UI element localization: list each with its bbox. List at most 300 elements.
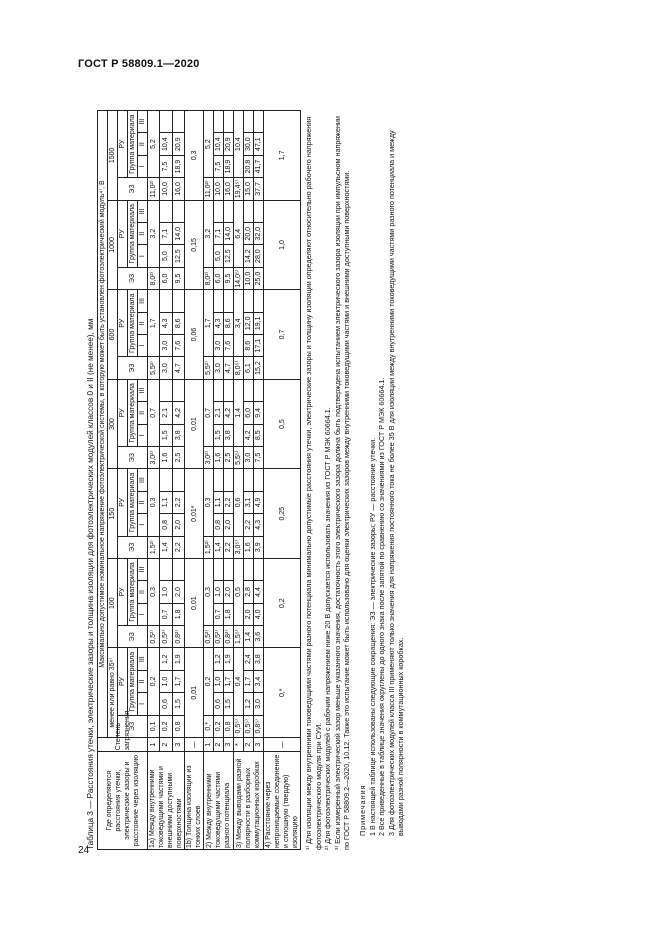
group-num-header: III — [138, 290, 148, 312]
table-cell: 3,6 — [254, 626, 264, 648]
table-cell: 0,2 — [148, 648, 160, 715]
table-cell: 8,0²⁾ — [204, 267, 214, 289]
table-cell: 1,7 — [204, 290, 214, 357]
table-cell: 1,7 — [244, 670, 254, 692]
ru-header: РУ — [118, 379, 128, 446]
row-label: 2) Между внутренними токоведущими частями разного потенциала — [204, 752, 234, 850]
table-cell: 4,7 — [172, 357, 184, 379]
table-cell: 9,5 — [224, 267, 234, 289]
table-cell — [244, 111, 254, 133]
table-cell: 0,8 — [214, 514, 224, 536]
table-notes — [304, 110, 406, 850]
table-cell: 8,0²⁾ — [148, 267, 160, 289]
table-cell: 10,4 — [160, 133, 172, 155]
table-cell — [214, 379, 224, 401]
group-num-header: III — [138, 558, 148, 580]
ez-header: ЭЗ — [118, 267, 148, 289]
table-cell: 1,5²⁾ — [148, 536, 160, 558]
table-cell: 1,0 — [214, 670, 224, 692]
row-label: 3) Между выводами разной полярности в разборных коммутационных коробках — [234, 752, 264, 850]
table-cell: 5,5²⁾ — [204, 357, 214, 379]
ru-header: РУ — [118, 648, 128, 715]
table-cell: 1,4 — [160, 536, 172, 558]
table-row — [172, 111, 184, 850]
group-num-header: I — [138, 603, 148, 625]
table-cell: 1,9 — [224, 648, 234, 670]
table-cell: 0,6 — [234, 469, 244, 536]
table-cell: 10,0 — [244, 267, 254, 289]
grade-cell: 3 — [254, 738, 264, 752]
group-num-header: III — [138, 200, 148, 222]
table-cell: 1,0 — [214, 581, 224, 603]
table-cell: 3,0⁵⁾ — [234, 536, 244, 558]
table-cell: 1,9 — [172, 648, 184, 670]
group-num-header: II — [138, 223, 148, 245]
table-cell: 3,0 — [214, 335, 224, 357]
table-cell: 0,5²⁾ — [214, 626, 224, 648]
table-cell: 4,2 — [172, 402, 184, 424]
table-cell: 0,8⁵⁾ — [254, 715, 264, 737]
voltage-col-header: менее или равно 35⁶⁾ — [108, 648, 118, 738]
footnote-2: ²⁾ Для фотоэлектрических модулей с рабочим напряжением ниже 20 В допускается использовать значения из ГОСТ Р МЭК 60664.1. — [323, 407, 333, 850]
table-cell: 10,4 — [234, 111, 244, 178]
ru-header: РУ — [118, 290, 128, 357]
table-cell: 7,5 — [214, 155, 224, 177]
table-cell: 2,5 — [172, 446, 184, 468]
table-cell: 19,1 — [254, 312, 264, 334]
table-cell: 5,5⁵⁾ — [234, 446, 244, 468]
table-cell: 1,0 — [160, 670, 172, 692]
table-cell: 3,8 — [172, 424, 184, 446]
table-cell: 1,0 — [160, 581, 172, 603]
table-cell: 6,0 — [160, 267, 172, 289]
group-num-header: II — [138, 312, 148, 334]
table-cell: 4,3 — [254, 514, 264, 536]
table-cell: 8,6 — [172, 312, 184, 334]
table-cell: 20,8 — [244, 155, 254, 177]
table-cell: 0,5⁵⁾ — [234, 715, 244, 737]
table-cell: 5,2 — [204, 111, 214, 178]
table-cell — [244, 200, 254, 222]
row-label: 1b) Толщина изоляции из тонких слоев — [185, 752, 204, 850]
table-cell: 1,4 — [234, 379, 244, 446]
table-cell: 10,0 — [160, 178, 172, 200]
ru-header: РУ — [118, 111, 128, 178]
table-cell: 0,5 — [264, 379, 301, 469]
group-num-header: II — [138, 670, 148, 692]
voltage-col-header: 1500 — [108, 111, 118, 201]
grade-cell: 2 — [160, 738, 172, 752]
table-cell: 2,2 — [172, 491, 184, 513]
table-cell: 0,7 — [160, 603, 172, 625]
table-cell: 2,2 — [244, 514, 254, 536]
table-cell: 1,7 — [172, 670, 184, 692]
table-cell — [254, 111, 264, 133]
table-cell: 5,0 — [160, 245, 172, 267]
voltage-col-header: 600 — [108, 290, 118, 380]
group-num-header: II — [138, 581, 148, 603]
table-cell: 0,7 — [148, 379, 160, 446]
group-num-header: I — [138, 514, 148, 536]
clearance-table — [97, 110, 301, 850]
table-cell: 4,2 — [224, 402, 234, 424]
footnote-1: ¹⁾ Для изоляции между внутренними токоведущими частями разного потенциала минимально допустимые расстояния утечки, электрические зазоры и толщину изоляции определяют относительно рабочего напряжения фотоэлектрического модуля при СУИ. — [304, 116, 323, 850]
table-cell: 7,5 — [254, 446, 264, 468]
table-cell: 11,0²⁾ — [148, 178, 160, 200]
grade-cell: — — [185, 738, 204, 752]
group-num-header: III — [138, 469, 148, 491]
table-cell: 1,5 — [172, 693, 184, 715]
footnote-3: ³⁾ Если измеренный электрический зазор меньше указанного значения, достаточность этого электрического зазора должна быть подтверждена испытанием электрического зазора изоляции при импульсном напряжении по ГОСТ Р 58809.2—2020, 10.12. Также это испытание может быть использовано для оценки электрических зазоров между внутренними токоведущими частями и внешними доступными поверхностями. — [332, 116, 352, 850]
table-cell: 11,0²⁾ — [204, 178, 214, 200]
table-cell: 7,6 — [224, 335, 234, 357]
table-cell: 3,4 — [234, 290, 244, 357]
grade-cell: 1 — [148, 738, 160, 752]
group-header: Группа материала — [128, 558, 138, 625]
table-cell: 0,3 — [148, 558, 160, 625]
table-cell: 6,0 — [214, 267, 224, 289]
table-cell: 12,0 — [244, 312, 254, 334]
table-cell: 1,5 — [214, 424, 224, 446]
table-cell: 0,6 — [214, 693, 224, 715]
table-cell: 17,1 — [254, 335, 264, 357]
table-cell: 1,4 — [214, 536, 224, 558]
grade-cell: 3 — [224, 738, 234, 752]
table-cell: 1,8 — [172, 603, 184, 625]
group-num-header: I — [138, 155, 148, 177]
table-cell: 1,5 — [160, 424, 172, 446]
table-cell: 0,3 — [148, 469, 160, 536]
table-cell — [224, 379, 234, 401]
table-cell: 2,5 — [224, 446, 234, 468]
table-cell: 0,6 — [160, 693, 172, 715]
table-cell — [244, 469, 254, 491]
group-num-header: II — [138, 133, 148, 155]
note-2: 2 Все приведенные в таблице значения округлены до одного знака после запятой по сравнению со значениями из ГОСТ Р МЭК 60664.1. — [377, 377, 387, 836]
table-cell: 1,6 — [160, 446, 172, 468]
table-cell — [254, 469, 264, 491]
table-cell: 1,4 — [244, 626, 254, 648]
table-cell: 3,0 — [254, 693, 264, 715]
table-cell: 3,9 — [254, 536, 264, 558]
table-cell: 3,1 — [244, 491, 254, 513]
table-cell: 0,3 — [185, 111, 204, 201]
table-cell: 3,4 — [254, 670, 264, 692]
table-cell: 1,7 — [224, 670, 234, 692]
table-cell — [214, 469, 224, 491]
table-cell: 9,5 — [172, 267, 184, 289]
table-cell: 20,9 — [224, 133, 234, 155]
ru-header: РУ — [118, 200, 128, 267]
ez-header: ЭЗ — [118, 536, 148, 558]
note-1: 1 В настоящей таблице использованы следующие сокращения: ЭЗ — электрические зазоры; РУ — расстояние утечки. — [367, 437, 377, 836]
table-cell: 32,0 — [254, 223, 264, 245]
table-cell: 37,7 — [254, 178, 264, 200]
table-row — [204, 111, 214, 850]
table-cell — [172, 469, 184, 491]
group-header: Группа материала — [128, 648, 138, 715]
group-header: Группа материала — [128, 111, 138, 178]
table-cell: 0,3 — [204, 558, 214, 625]
table-cell — [160, 558, 172, 580]
table-cell: 0,7 — [264, 290, 301, 380]
table-cell: 30,0 — [244, 133, 254, 155]
voltage-col-header: 100 — [108, 558, 118, 648]
table-cell: 8,6 — [224, 312, 234, 334]
table-cell — [254, 200, 264, 222]
table-cell: 2,0 — [224, 514, 234, 536]
table-cell — [172, 200, 184, 222]
group-num-header: II — [138, 491, 148, 513]
table-cell — [224, 200, 234, 222]
table-cell: 1,7 — [264, 111, 301, 201]
table-cell: 0,* — [264, 648, 301, 738]
table-cell: 1,2 — [214, 648, 224, 670]
table-cell: 0,2 — [160, 715, 172, 737]
table-cell: 4,3 — [214, 312, 224, 334]
group-num-header: I — [138, 424, 148, 446]
group-header: Группа материала — [128, 379, 138, 446]
ez-header: ЭЗ — [118, 178, 148, 200]
table-cell: 28,0 — [254, 245, 264, 267]
table-cell: 4,7 — [224, 357, 234, 379]
table-cell: 0,2 — [204, 648, 214, 715]
table-cell: 2,0 — [172, 581, 184, 603]
group-header: Группа материала — [128, 290, 138, 357]
table-cell — [224, 469, 234, 491]
table-cell — [244, 379, 254, 401]
row-label: 4) Расстояние через непроницаемые соединение и сплошную (твердую) изоляцию — [264, 752, 301, 850]
table-cell: 0,01 — [185, 558, 204, 648]
corner-header: Где определяются расстояния утечки, электрические зазоры и расстояние через изоляцию — [98, 752, 148, 850]
table-cell: 3,0 — [244, 446, 254, 468]
voltage-col-header: 150 — [108, 469, 118, 559]
grade-cell: 2 — [244, 738, 254, 752]
table-cell: 0,15 — [185, 200, 204, 290]
table-row — [234, 111, 244, 850]
table-cell — [224, 290, 234, 312]
table-cell: 14,0 — [172, 223, 184, 245]
table-cell: 10,4 — [214, 133, 224, 155]
table-row — [185, 111, 204, 850]
table-cell: 4,0 — [254, 603, 264, 625]
table-cell — [254, 379, 264, 401]
table-cell: 1,5⁵⁾ — [234, 626, 244, 648]
document-code: ГОСТ Р 58809.1—2020 — [78, 58, 200, 70]
ez-header: ЭЗ — [118, 446, 148, 468]
table-cell: 0,06 — [185, 290, 204, 380]
table-cell: 9,4 — [254, 402, 264, 424]
table-cell: 1,5²⁾ — [204, 536, 214, 558]
grade-cell: * — [234, 738, 244, 752]
table-cell: 4,4 — [254, 581, 264, 603]
table-cell: 2,0 — [244, 603, 254, 625]
table-cell: 8,6 — [244, 335, 254, 357]
group-num-header: I — [138, 245, 148, 267]
group-num-header: I — [138, 693, 148, 715]
table-cell: 5,5²⁾ — [148, 357, 160, 379]
table-cell: 7,1 — [214, 223, 224, 245]
table-row — [244, 111, 254, 850]
table-cell: 2,4 — [244, 648, 254, 670]
table-cell — [224, 558, 234, 580]
ez-header: ЭЗ — [118, 715, 148, 737]
table-row — [214, 111, 224, 850]
table-cell: 1,2 — [244, 693, 254, 715]
table-cell: 14,0 — [224, 223, 234, 245]
table-cell: 0,01 — [185, 379, 204, 469]
table-cell — [160, 200, 172, 222]
table-cell — [172, 111, 184, 133]
table-cell: 0,8 — [160, 514, 172, 536]
table-cell: 0,01* — [185, 469, 204, 559]
table-cell: 14,0⁵⁾ — [234, 267, 244, 289]
table-cell: 1,1 — [160, 491, 172, 513]
table-cell: 3,8 — [224, 424, 234, 446]
table-cell: 1,6 — [214, 446, 224, 468]
table-cell: 2,2 — [224, 536, 234, 558]
table-cell — [214, 200, 224, 222]
table-cell: 0,5 — [234, 558, 244, 625]
table-cell: 10,0 — [214, 178, 224, 200]
table-cell: 20,9 — [172, 133, 184, 155]
table-cell: 1,1 — [214, 491, 224, 513]
table-cell: 0,01 — [185, 648, 204, 738]
table-cell: 12,5 — [224, 245, 234, 267]
table-cell — [254, 290, 264, 312]
table-cell: 16,0 — [224, 178, 234, 200]
table-cell: 1,7 — [148, 290, 160, 357]
table-cell: 0,2 — [214, 715, 224, 737]
voltage-col-header: 300 — [108, 379, 118, 469]
table-cell — [214, 290, 224, 312]
table-cell: 0,4 — [234, 648, 244, 715]
ru-header: РУ — [118, 558, 128, 625]
table-cell — [244, 558, 254, 580]
table-cell: 0,5²⁾ — [148, 626, 160, 648]
table-cell: 18,9 — [172, 155, 184, 177]
table-cell: 2,1 — [160, 402, 172, 424]
table-cell: 41,7 — [254, 155, 264, 177]
table-cell: 3,8 — [254, 648, 264, 670]
voltage-header: Максимально допустимое номинальное напряжение фотоэлектрической системы, в которую может быть установлен фотоэлектрический модуль⁴⁾, В — [98, 111, 108, 738]
table-cell: 0,7 — [204, 379, 214, 446]
group-num-header: III — [138, 648, 148, 670]
table-cell: 2,8 — [244, 581, 254, 603]
table-row — [148, 111, 160, 850]
table-row — [254, 111, 264, 850]
ez-header: ЭЗ — [118, 357, 148, 379]
table-cell: 0,8 — [224, 715, 234, 737]
table-cell: 6,4 — [234, 200, 244, 267]
table-cell — [214, 558, 224, 580]
table-cell — [160, 379, 172, 401]
table-cell: 0,8 — [172, 715, 184, 737]
table-cell: 0,5²⁾ — [204, 626, 214, 648]
table-cell: 2,0 — [172, 514, 184, 536]
table-cell: 7,1 — [160, 223, 172, 245]
notes-heading: Примечания — [357, 784, 367, 836]
table-cell: 1,8 — [224, 603, 234, 625]
table-cell: 7,5 — [160, 155, 172, 177]
rotated-table-block — [86, 90, 586, 850]
group-header: Группа материала — [128, 200, 138, 267]
table-cell: 8,0⁵⁾ — [234, 357, 244, 379]
table-cell: 8,5 — [254, 424, 264, 446]
table-cell: 3,0²⁾ — [148, 446, 160, 468]
table-cell: 4,2 — [244, 424, 254, 446]
table-row — [160, 111, 172, 850]
table-cell: 25,0 — [254, 267, 264, 289]
grade-cell: 2 — [214, 738, 224, 752]
table-cell: 5,0 — [214, 245, 224, 267]
grade-cell: 1 — [204, 738, 214, 752]
table-cell: 19,4⁵⁾ — [234, 178, 244, 200]
table-cell: 4,3 — [160, 312, 172, 334]
table-cell: 3,0 — [160, 357, 172, 379]
table-cell — [214, 111, 224, 133]
grade-header: Степень загрязнения — [98, 738, 148, 752]
table-cell: 3,2 — [148, 200, 160, 267]
table-caption: Таблица 3 — Расстояния утечки, электрические зазоры и толщина изоляции для фотоэлектрических модулей классов 0 и II (не менее), мм — [86, 318, 95, 850]
table-cell: 2,2 — [224, 491, 234, 513]
table-cell: 3,0 — [214, 357, 224, 379]
table-cell: 6,0 — [244, 402, 254, 424]
table-cell: 12,5 — [172, 245, 184, 267]
row-label: 1а) Между внутренними токоведущими частями и внешними доступными поверхностями — [148, 752, 185, 850]
table-row — [264, 111, 301, 850]
table-cell — [244, 290, 254, 312]
table-cell: 2,1 — [214, 402, 224, 424]
table-cell: 0,7 — [214, 603, 224, 625]
group-num-header: III — [138, 379, 148, 401]
ez-header: ЭЗ — [118, 626, 148, 648]
table-cell — [172, 379, 184, 401]
grade-cell: — — [264, 738, 301, 752]
table-cell: 2,0 — [224, 581, 234, 603]
table-cell: 0,* — [204, 715, 214, 737]
table-cell — [254, 558, 264, 580]
table-cell: 3,0 — [160, 335, 172, 357]
table-cell: 3,0²⁾ — [204, 446, 214, 468]
table-cell: 15,2 — [254, 357, 264, 379]
note-3: 3 Для фотоэлектрических модулей класса III применяют только значения для напряжения постоянного тока не более 35 В для изоляции между внутренними токоведущими частями разного потенциала и между выводами разной полярности в коммутационных коробках. — [386, 130, 406, 836]
table-cell: 18,9 — [224, 155, 234, 177]
table-cell: 16,0 — [172, 178, 184, 200]
table-cell: 47,1 — [254, 133, 264, 155]
grade-cell: 3 — [172, 738, 184, 752]
table-cell: 4,9 — [254, 491, 264, 513]
table-cell: 1,2 — [160, 648, 172, 670]
group-num-header: III — [138, 111, 148, 133]
table-cell — [224, 111, 234, 133]
table-cell — [160, 111, 172, 133]
table-cell: 0,1 — [148, 715, 160, 737]
table-cell: 6,1 — [244, 357, 254, 379]
table-cell: 0,8²⁾ — [172, 626, 184, 648]
table-cell: 5,2 — [148, 111, 160, 178]
group-header: Группа материала — [128, 469, 138, 536]
voltage-col-header: 1000 — [108, 200, 118, 290]
table-cell: 0,3 — [204, 469, 214, 536]
group-num-header: II — [138, 402, 148, 424]
group-num-header: I — [138, 335, 148, 357]
table-cell — [160, 290, 172, 312]
table-cell: 0,5⁵⁾ — [244, 715, 254, 737]
table-row — [224, 111, 234, 850]
table-cell: 14,2 — [244, 245, 254, 267]
table-cell — [160, 469, 172, 491]
